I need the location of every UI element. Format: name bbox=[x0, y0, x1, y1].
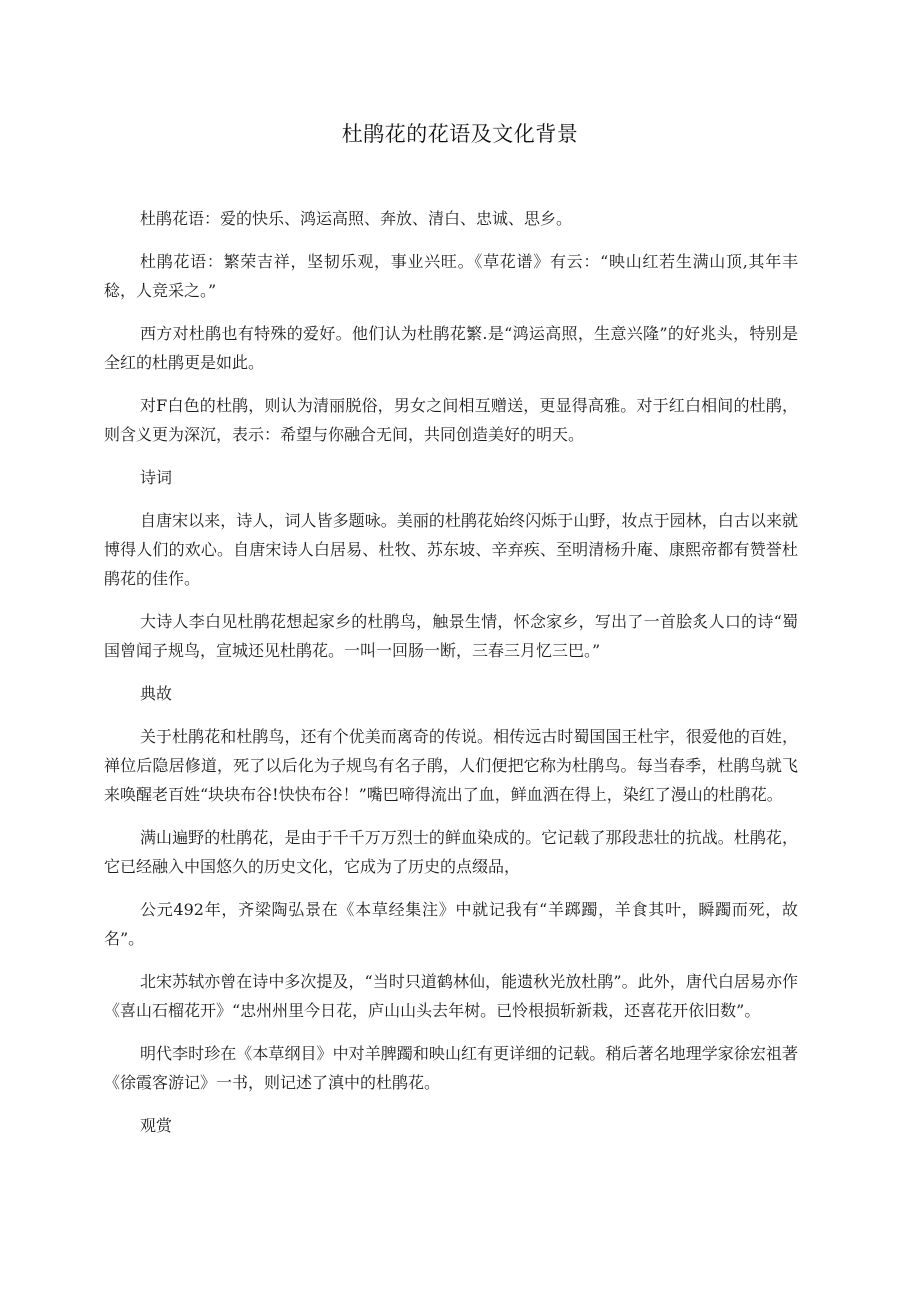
paragraph-western-view: 西方对杜鹃也有特殊的爱好。他们认为杜鹃花繁.是“鸿运高照，生意兴隆”的好兆头，特别是全红的杜鹃更是如此。 bbox=[104, 324, 798, 372]
paragraph-white-azalea: 对F白色的杜鹃，则认为清丽脱俗，男女之间相互赠送，更显得高雅。对于红白相间的杜鹃，则含义更为深沉，表示：希望与你融合无间，共同创造美好的明天。 bbox=[104, 396, 798, 444]
section-heading-poetry: 诗词 bbox=[140, 468, 173, 487]
document-body bbox=[104, 204, 798, 1154]
section-heading-legend: 典故 bbox=[140, 684, 173, 703]
paragraph-martyrs: 满山遍野的杜鹃花，是由于千千万万烈士的鲜血染成的。它记载了那段悲壮的抗战。杜鹃花，它已经融入中国悠久的历史文化，它成为了历史的点缀品， bbox=[104, 828, 798, 876]
page-title: 杜鹃花的花语及文化背景 bbox=[341, 122, 579, 146]
paragraph-flower-language-2: 杜鹃花语：繁荣吉祥，坚韧乐观，事业兴旺。《草花谱》有云：“映山红若生满山顶,其年丰稔，人竞采之。” bbox=[104, 252, 798, 300]
paragraph-su-shi: 北宋苏轼亦曾在诗中多次提及，“当时只道鹤林仙，能遗秋光放杜鹃”。此外，唐代白居易亦作《喜山石榴花开》“忠州州里今日花，庐山山头去年树。已怜根损斩新栽，还喜花开依旧数”。 bbox=[104, 972, 798, 1020]
paragraph-li-shizhen: 明代李时珍在《本草纲目》中对羊脾躅和映山红有更详细的记载。稍后著名地理学家徐宏祖著《徐霞客游记》一书，则记述了滇中的杜鹃花。 bbox=[104, 1044, 798, 1092]
section-heading-viewing: 观赏 bbox=[140, 1116, 173, 1135]
paragraph-flower-language-1: 杜鹃花语：爱的快乐、鸿运高照、奔放、清白、忠诚、思乡。 bbox=[140, 209, 573, 228]
paragraph-legend: 关于杜鹃花和杜鹃鸟，还有个优美而离奇的传说。相传远古时蜀国国王杜宇，很爱他的百姓，禅位后隐居修道，死了以后化为子规鸟有名子鹃，人们便把它称为杜鹃鸟。每当春季，杜鹃鸟就飞来唤醒老百姓“块块布谷!快快布谷！”嘴巴啼得流出了血，鲜血洒在得上，染红了漫山的杜鹃花。 bbox=[104, 727, 798, 804]
paragraph-poets: 自唐宋以来，诗人，词人皆多题咏。美丽的杜鹃花始终闪烁于山野，妆点于园林，白古以来就博得人们的欢心。自唐宋诗人白居易、杜牧、苏东坡、辛弃疾、至明清杨升庵、康熙帝都有赞誉杜鹃花的佳作。 bbox=[104, 511, 798, 588]
paragraph-li-bai: 大诗人李白见杜鹃花想起家乡的杜鹃鸟，触景生情，怀念家乡，写出了一首脍炙人口的诗“蜀国曾闻子规鸟，宣城还见杜鹃花。一叫一回肠一断，三春三月忆三巴。” bbox=[104, 612, 798, 660]
paragraph-tao-hongjing: 公元492年，齐梁陶弘景在《本草经集注》中就记我有“羊踯躅，羊食其叶，瞬躅而死，故名”。 bbox=[104, 900, 798, 948]
